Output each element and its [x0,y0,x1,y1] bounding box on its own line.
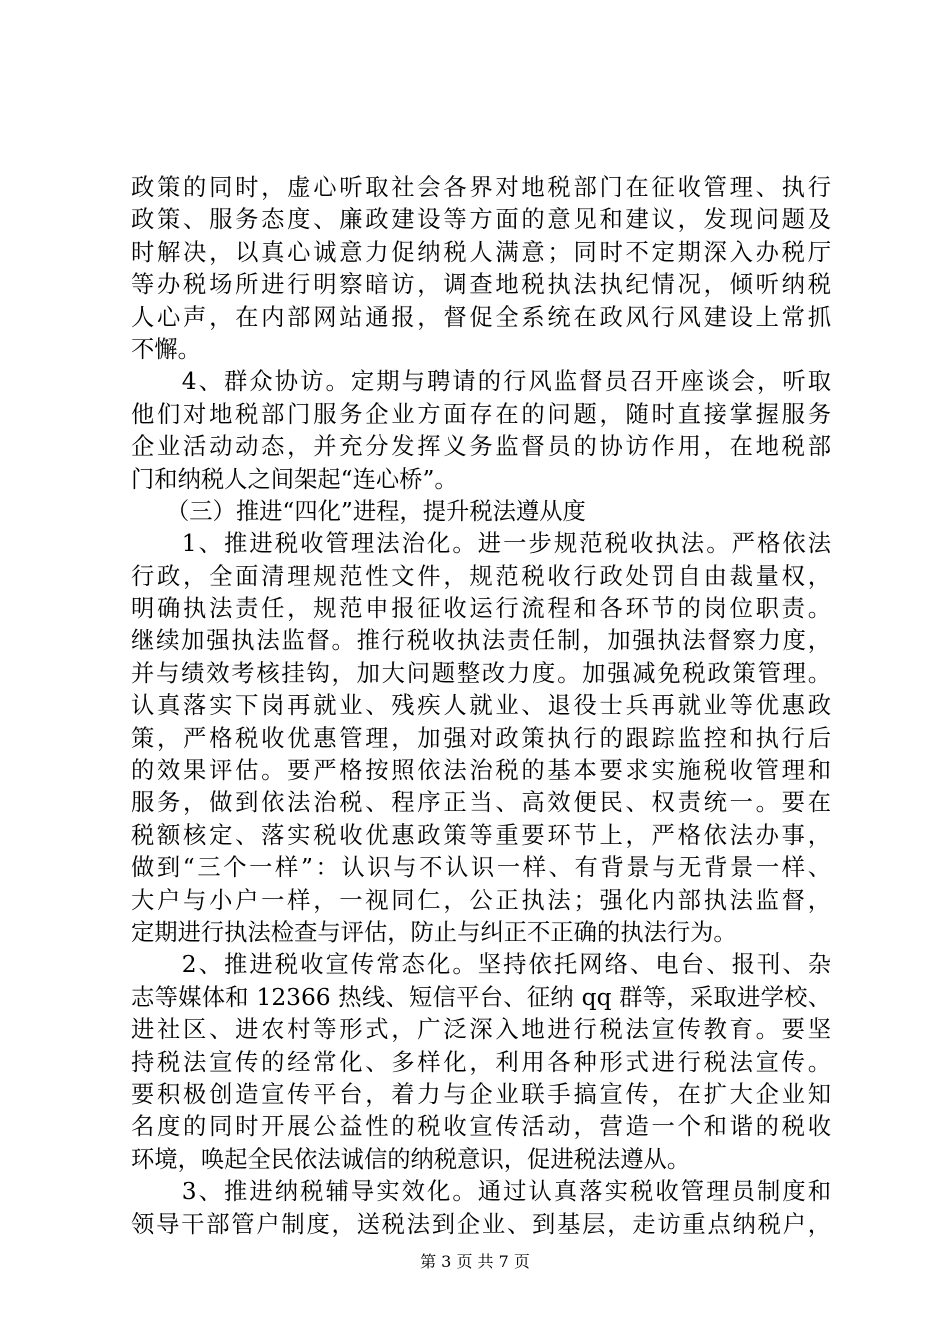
text-line: 人心声，在内部网站通报，督促全系统在政风行风建设上常抓 [131,303,831,331]
text-line: 门和纳税人之间架起“连心桥”。 [131,465,458,493]
text-line: 1、推进税收管理法治化。进一步规范税收执法。严格依法 [131,530,831,558]
text-line: 继续加强执法监督。推行税收执法责任制，加强执法督察力度， [131,627,831,655]
text-line: 服务，做到依法治税、程序正当、高效便民、权责统一。要在 [131,789,831,817]
section-heading: （三）推进“四化”进程，提升税法遵从度 [131,497,586,525]
text-line: 策，严格税收优惠管理，加强对政策执行的跟踪监控和执行后 [131,724,831,752]
text-line: 大户与小户一样，一视同仁，公正执法；强化内部执法监督， [131,886,831,914]
text-line: 持税法宣传的经常化、多样化，利用各种形式进行税法宣传。 [131,1048,831,1076]
text-line: 名度的同时开展公益性的税收宣传活动，营造一个和谐的税收 [131,1113,831,1141]
text-line: 时解决，以真心诚意力促纳税人满意；同时不定期深入办税厅 [131,238,831,266]
text-line: 不懈。 [131,335,201,363]
text-line: 认真落实下岗再就业、残疾人就业、退役士兵再就业等优惠政 [131,692,831,720]
text-line: 4、群众协访。定期与聘请的行风监督员召开座谈会，听取 [131,368,831,396]
text-line: 环境，唤起全民依法诚信的纳税意识，促进税法遵从。 [131,1145,691,1173]
text-line: 做到“三个一样”：认识与不认识一样、有背景与无背景一样、 [131,854,831,882]
text-line: 进社区、进农村等形式，广泛深入地进行税法宣传教育。要坚 [131,1016,831,1044]
text-line: 定期进行执法检查与评估，防止与纠正不正确的执法行为。 [131,918,737,946]
text-line: 要积极创造宣传平台，着力与企业联手搞宣传，在扩大企业知 [131,1080,831,1108]
text-line: 行政，全面清理规范性文件，规范税收行政处罚自由裁量权， [131,562,831,590]
text-line: 等办税场所进行明察暗访，调查地税执法执纪情况，倾听纳税 [131,271,831,299]
text-line: 的效果评估。要严格按照依法治税的基本要求实施税收管理和 [131,757,831,785]
text-line: 志等媒体和 12366 热线、短信平台、征纳 qq 群等，采取进学校、 [131,983,831,1011]
text-line: 2、推进税收宣传常态化。坚持依托网络、电台、报刊、杂 [131,951,831,979]
text-line: 企业活动动态，并充分发挥义务监督员的协访作用，在地税部 [131,433,831,461]
text-line: 他们对地税部门服务企业方面存在的问题，随时直接掌握服务 [131,400,831,428]
text-line: 政策、服务态度、廉政建设等方面的意见和建议，发现问题及 [131,206,831,234]
text-line: 3、推进纳税辅导实效化。通过认真落实税收管理员制度和 [131,1178,831,1206]
text-line: 明确执法责任，规范申报征收运行流程和各环节的岗位职责。 [131,595,831,623]
body-text [131,172,831,1241]
text-line: 税额核定、落实税收优惠政策等重要环节上，严格依法办事， [131,821,831,849]
text-line: 领导干部管户制度，送税法到企业、到基层，走访重点纳税户， [131,1210,831,1238]
text-line: 政策的同时，虚心听取社会各界对地税部门在征收管理、执行 [131,174,831,201]
text-line: 并与绩效考核挂钩，加大问题整改力度。加强减免税政策管理。 [131,659,831,687]
page-footer: 第 3 页 共 7 页 [420,1252,530,1271]
